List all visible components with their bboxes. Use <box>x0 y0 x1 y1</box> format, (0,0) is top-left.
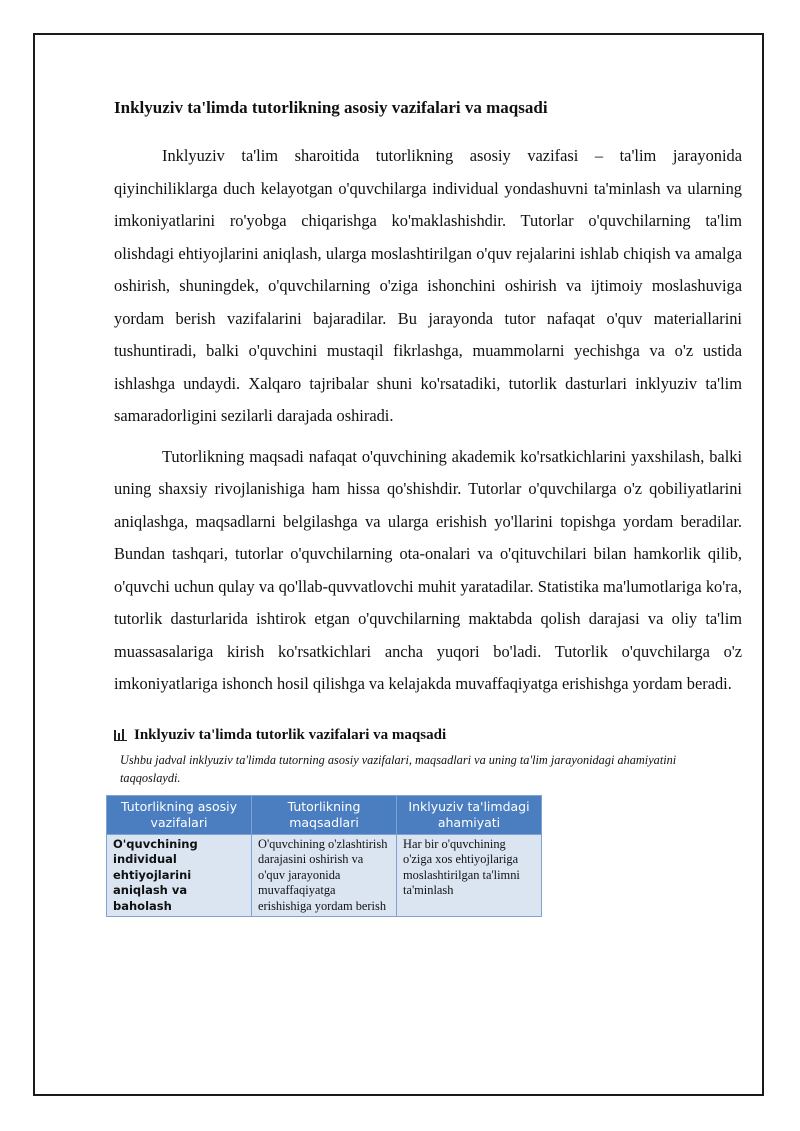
table-section-title <box>114 725 742 745</box>
paragraph-1: Inklyuziv ta'lim sharoitida tutorlikning asosiy vazifasi – ta'lim jarayonida qiyinchiliklarga duch kelayotgan o'quvchilarga individual yondashuvni ta'minlash va ularning imkoniyatlarini ro'yobga chiqarishga ko'maklashishdir. Tutorlar o'quvchilarning ta'lim olishdagi ehtiyojlarini aniqlash, ularga moslashtirilgan o'quv rejalarini ishlab chiqish va amalga oshirish, shuningdek, o'quvchilarning o'ziga ishonchini oshirish va ijtimoiy moslashuviga yordam berish vazifalarini bajaradilar. Bu jarayonda tutor nafaqat o'quv materiallarini tushuntiradi, balki o'quvchini mustaqil fikrlashga, muammolarni yechishga va o'z ustida ishlashga undaydi. Xalqaro tajribalar shuni ko'rsatadiki, tutorlik dasturlari inklyuziv ta'lim samaradorligini sezilarli darajada oshiradi. <box>114 146 742 425</box>
table-header-cell: Tutorlikning asosiy vazifalari <box>107 795 252 834</box>
table-header-row <box>107 795 542 834</box>
table-cell: Har bir o'quvchining o'ziga xos ehtiyojlariga moslashtirilgan ta'limni ta'minlash <box>397 834 542 917</box>
table-header-cell: Inklyuziv ta'limdagi ahamiyati <box>397 795 542 834</box>
table-header-cell: Tutorlikning maqsadlari <box>252 795 397 834</box>
paragraph-2: Tutorlikning maqsadi nafaqat o'quvchining akademik ko'rsatkichlarini yaxshilash, balki uning shaxsiy rivojlanishiga ham hissa qo'shishdir. Tutorlar o'quvchilarga o'z qobiliyatlarini aniqlashga, maqsadlarni belgilashga va ularga erishish yo'llarini topishga yordam beradilar. Bundan tashqari, tutorlar o'quvchilarning ota-onalari va o'qituvchilari bilan hamkorlik qilib, o'quvchi uchun qulay va qo'llab-quvvatlovchi muhit yaratadilar. Statistika ma'lumotlariga ko'ra, tutorlik dasturlarida ishtirok etgan o'quvchilarning maktabda qolish darajasi va oliy ta'lim muassasalariga kirish ko'rsatkichlari ancha yuqori bo'ladi. Tutorlik o'quvchilarga o'z imkoniyatlariga ishonch hosil qilishga va kelajakda muvaffaqiyatga erishishga yordam beradi. <box>114 446 742 693</box>
comparison-table <box>106 795 542 918</box>
table-caption: Ushbu jadval inklyuziv ta'limda tutorning asosiy vazifalari, maqsadlari va uning ta'lim jarayonidagi ahamiyatini taqqoslaydi. <box>120 752 677 785</box>
document-body <box>114 96 742 917</box>
table-row <box>107 834 542 917</box>
table-title-text: Inklyuziv ta'limda tutorlik vazifalari va maqsadi <box>134 726 447 743</box>
document-heading: Inklyuziv ta'limda tutorlikning asosiy vazifalari va maqsadi <box>114 98 548 117</box>
table-cell: O'quvchining o'zlashtirish darajasini oshirish va o'quv jarayonida muvaffaqiyatga erishishiga yordam berish <box>252 834 397 917</box>
table-cell: O'quvchining individual ehtiyojlarini aniqlash va baholash <box>107 834 252 917</box>
bar-chart-icon <box>114 728 127 741</box>
